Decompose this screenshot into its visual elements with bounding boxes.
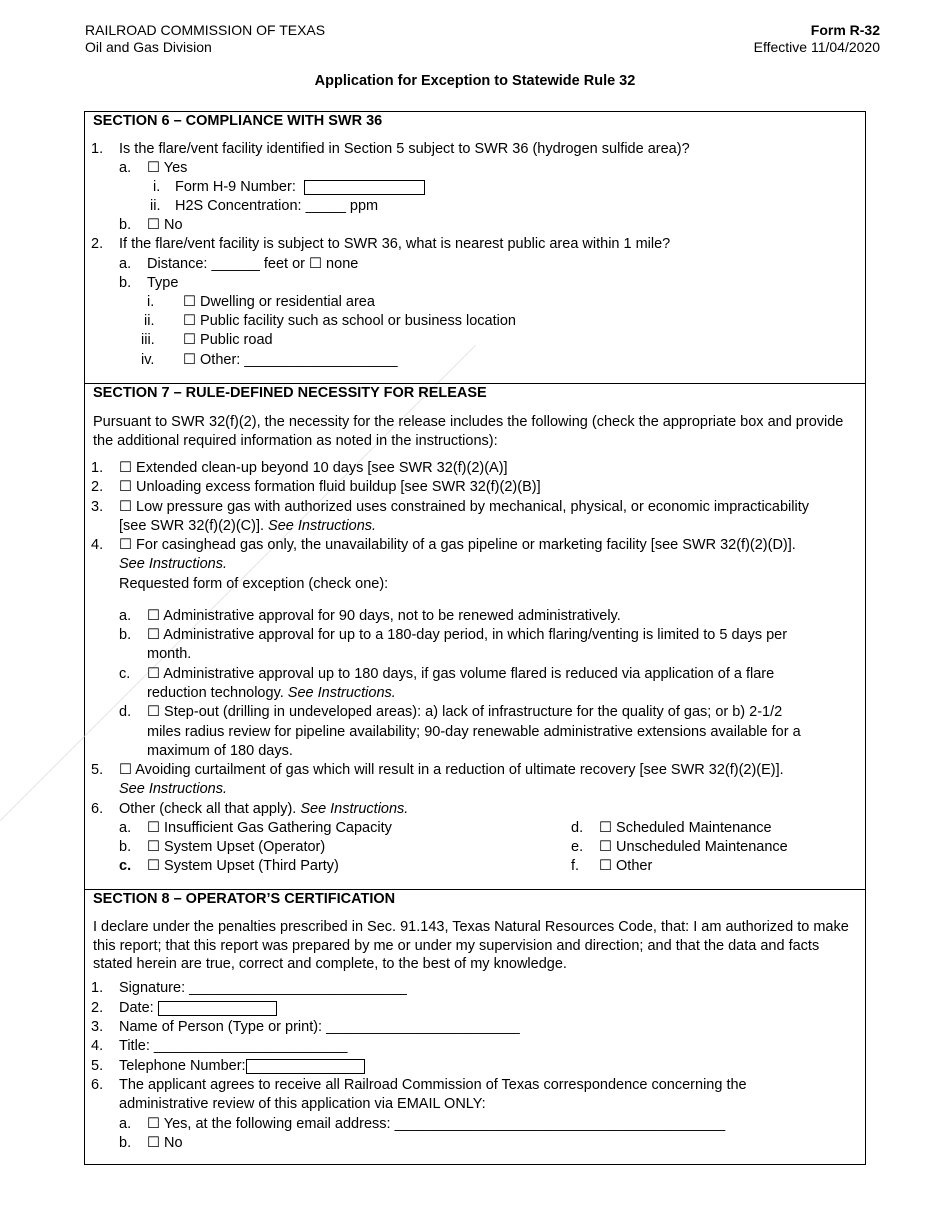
email-no-option[interactable]: ☐ No [147,1135,183,1151]
yes-checkbox[interactable]: ☐ [147,160,160,176]
upset-operator-checkbox[interactable]: ☐ [147,839,160,855]
exception-c-checkbox[interactable]: ☐ [147,666,160,682]
division-name: Oil and Gas Division [85,39,212,55]
sec8-certification-text: I declare under the penalties prescribed in Sec. 91.143, Texas Natural Resources Code, that: I am authorized to make this report; that this report was prepared by me or under my supervision and direction; and that the data and facts stated herein are true, correct and complete, to the best of my knowledge. [93,919,849,972]
sec6-q1aii-roman: ii. [150,198,161,214]
signature-field[interactable]: Signature: ___________________________ [119,980,407,996]
other-reason-checkbox[interactable]: ☐ [599,858,612,874]
none-checkbox[interactable]: ☐ [309,256,323,272]
section-divider [85,889,865,890]
exception-d-checkbox[interactable]: ☐ [147,704,160,720]
necessity-other-label: Other (check all that apply). See Instructions. [119,801,409,817]
exception-step-out-option[interactable]: ☐ Step-out (drilling in undeveloped areas): a) lack of infrastructure for the quality of gas; or b) 2-1/2 [147,704,783,720]
sec6-q2b-letter: b. [119,275,132,291]
sec6-q1ai-roman: i. [153,179,161,195]
upset-third-party-checkbox[interactable]: ☐ [147,858,160,874]
other-scheduled-maintenance-option[interactable]: ☐ Scheduled Maintenance [599,820,772,836]
form-number: Form R-32 [810,22,880,38]
exception-180-day-option[interactable]: ☐ Administrative approval for up to a 180-day period, in which flaring/venting is limited to 5 days per [147,627,788,643]
sec6-q2-number: 2. [91,236,104,252]
sec6-q1a-letter: a. [119,160,132,176]
type-public-facility-option[interactable]: ☐ Public facility such as school or business location [183,313,516,329]
other-gathering-capacity-option[interactable]: ☐ Insufficient Gas Gathering Capacity [147,820,392,836]
low-pressure-checkbox[interactable]: ☐ [119,499,132,515]
no-checkbox[interactable]: ☐ [147,217,160,233]
sec6-q2a-letter: a. [119,256,132,272]
necessity-casinghead-option[interactable]: ☐ For casinghead gas only, the unavailability of a gas pipeline or marketing facility [see SWR 32(f)(2)(D)]. [119,537,796,553]
cleanup-checkbox[interactable]: ☐ [119,460,132,476]
sec6-q1-number: 1. [91,141,104,157]
email-no-checkbox[interactable]: ☐ [147,1135,160,1151]
other-type-checkbox[interactable]: ☐ [183,352,196,368]
sec6-q1a-option[interactable]: ☐ Yes [147,160,188,176]
necessity-unloading-option[interactable]: ☐ Unloading excess formation fluid buildup [see SWR 32(f)(2)(B)] [119,479,541,495]
distance-row[interactable]: Distance: ______ feet or ☐ none [147,256,359,272]
agency-name: RAILROAD COMMISSION OF TEXAS [85,22,326,38]
curtailment-checkbox[interactable]: ☐ [119,762,132,778]
section-6-heading: SECTION 6 – COMPLIANCE WITH SWR 36 [93,113,383,129]
page-header-left [85,22,325,56]
dwelling-checkbox[interactable]: ☐ [183,294,196,310]
type-other-option[interactable]: ☐ Other: ___________________ [183,352,398,368]
necessity-curtailment-option[interactable]: ☐ Avoiding curtailment of gas which will result in a reduction of ultimate recovery [see SWR 32(f)(2)(E)]. [119,762,784,778]
public-road-checkbox[interactable]: ☐ [183,332,196,348]
unloading-checkbox[interactable]: ☐ [119,479,132,495]
requested-exception-label: Requested form of exception (check one): [119,576,389,592]
telephone-row: Telephone Number: [119,1057,365,1076]
section-divider [85,383,865,384]
sec6-q2b-text: Type [147,275,179,291]
document-title: Application for Exception to Statewide Rule 32 [314,73,636,89]
casinghead-checkbox[interactable]: ☐ [119,537,132,553]
sec6-q1b-option[interactable]: ☐ No [147,217,183,233]
h2s-concentration[interactable]: H2S Concentration: _____ ppm [175,198,379,214]
section-7-heading: SECTION 7 – RULE-DEFINED NECESSITY FOR RELEASE [93,385,487,401]
form-h9-number-input[interactable] [304,180,425,195]
other-unscheduled-maintenance-option[interactable]: ☐ Unscheduled Maintenance [599,839,788,855]
other-other-option[interactable]: ☐ Other [599,858,653,874]
effective-date: Effective 11/04/2020 [753,39,880,55]
form-sections-box: SECTION 6 – COMPLIANCE WITH SWR 36 1. Is the flare/vent facility identified in Section 5 subject to SWR 36 (hydrogen sulfide area)? a. ☐ Yes i. Form H-9 Number: ii. H2S Concentration: _____ ppm b. ☐ No 2. If the flare/vent facility is subject to SWR 36, what is nearest public area within 1 mile? a. Distance: ______ feet or ☐ none b. Type i. ☐ Dwelling or residential area ii. ☐ Public facility such as school or business location iii. ☐ Public road iv. ☐ Other: ___________________ SECTION 7 – RULE-DEFINED NECESSITY FOR RELEASE Pursuant to SWR 32(f)(2), the necessity for the release includes the following (check the appropriate box and provide the additional required information as noted in the instructions): 1. ☐ Extended clean-up beyond 10 days [see SWR 32(f)(2)(A)] 2. ☐ Unloading excess formation fluid buildup [see SWR 32(f)(2)(B)] 3. ☐ Low pressure gas with authorized uses constrained by mechanical, physical, or economic impracticability [see SWR 32(f)(2)(C)]. See Instructions. 4. ☐ For casinghead gas only, the unavailability of a gas pipeline or marketing facility [see SWR 32(f)(2)(D)]. See Instructions. Requested form of exception (check one): a. ☐ Administrative approval for 90 days, not to be renewed administratively. b. ☐ Administrative approval for up to a 180-day period, in which flaring/venting is limited to 5 days per month. c. ☐ Administrative approval up to 180 days, if gas volume flared is reduced via application of a flare reduction technology. See Instructions. d. ☐ Step-out (drilling in undeveloped areas): a) lack of infrastructure for the quality of gas; or b) 2-1/2 miles radius review for pipeline availability; 90-day renewable administrative extensions available for a maximum of 180 days. 5. ☐ Avoiding curtailment of gas which will result in a reduction of ultimate recovery [see SWR 32(f)(2)(E)]. See Instructions. 6. Other (check all that apply). See Instructions. a. ☐ Insufficient Gas Gathering Capacity b. ☐ System Upset (Operator) c. ☐ System Upset (Third Party) d. ☐ Scheduled Maintenance e. ☐ Unscheduled Maintenance f. ☐ Other SECTION 8 – OPERATOR’S CERTIFICATION I declare under the penalties prescribed in Sec. 91.143, Texas Natural Resources Code, that: I am authorized to make this report; that this report was prepared by me or under my supervision and direction; and that the data and facts stated herein are true, correct and complete, to the best of my knowledge. 1. Signature: ___________________________ 2. Date: 3. Name of Person (Type or print): ________________________ 4. Title: ________________________ 5. Telephone Number: 6. The applicant agrees to receive all Railroad Commission of Texas correspondence concerning the administrative review of this application via EMAIL ONLY: a. ☐ Yes, at the following email address: _________________________________________ b. ☐ No [84,111,866,1165]
other-upset-third-party-option[interactable]: ☐ System Upset (Third Party) [147,858,339,874]
section-8-heading: SECTION 8 – OPERATOR’S CERTIFICATION [93,891,396,907]
sec6-q2-text: If the flare/vent facility is subject to SWR 36, what is nearest public area within 1 mile? [119,236,671,252]
email-yes-checkbox[interactable]: ☐ [147,1116,160,1132]
page-header-right [754,22,880,56]
sec6-q1-text: Is the flare/vent facility identified in Section 5 subject to SWR 36 (hydrogen sulfide area)? [119,141,690,157]
sec6-q1b-letter: b. [119,217,132,233]
date-input[interactable] [158,1001,277,1016]
email-consent-text: The applicant agrees to receive all Railroad Commission of Texas correspondence concerning the [119,1077,747,1093]
exception-a-checkbox[interactable]: ☐ [147,608,160,624]
exception-b-checkbox[interactable]: ☐ [147,627,160,643]
form-h9-row: Form H-9 Number: [175,178,425,197]
unscheduled-maintenance-checkbox[interactable]: ☐ [599,839,612,855]
type-dwelling-option[interactable]: ☐ Dwelling or residential area [183,294,375,310]
name-of-person-field[interactable]: Name of Person (Type or print): ________________________ [119,1019,520,1035]
type-public-road-option[interactable]: ☐ Public road [183,332,273,348]
exception-90-day-option[interactable]: ☐ Administrative approval for 90 days, not to be renewed administratively. [147,608,621,624]
email-yes-option[interactable]: ☐ Yes, at the following email address: _________________________________________ [147,1116,726,1132]
sec7-intro: Pursuant to SWR 32(f)(2), the necessity for the release includes the following (check the appropriate box and provide the additional required information as noted in the instructions): [93,414,844,449]
exception-flare-reduction-option[interactable]: ☐ Administrative approval up to 180 days, if gas volume flared is reduced via application of a flare [147,666,775,682]
other-upset-operator-option[interactable]: ☐ System Upset (Operator) [147,839,326,855]
necessity-low-pressure-option[interactable]: ☐ Low pressure gas with authorized uses constrained by mechanical, physical, or economic impracticability [119,499,809,515]
necessity-cleanup-option[interactable]: ☐ Extended clean-up beyond 10 days [see SWR 32(f)(2)(A)] [119,460,508,476]
public-facility-checkbox[interactable]: ☐ [183,313,196,329]
title-field[interactable]: Title: ________________________ [119,1038,348,1054]
scheduled-maintenance-checkbox[interactable]: ☐ [599,820,612,836]
gathering-capacity-checkbox[interactable]: ☐ [147,820,160,836]
telephone-input[interactable] [246,1059,365,1074]
date-row: Date: [119,999,277,1018]
